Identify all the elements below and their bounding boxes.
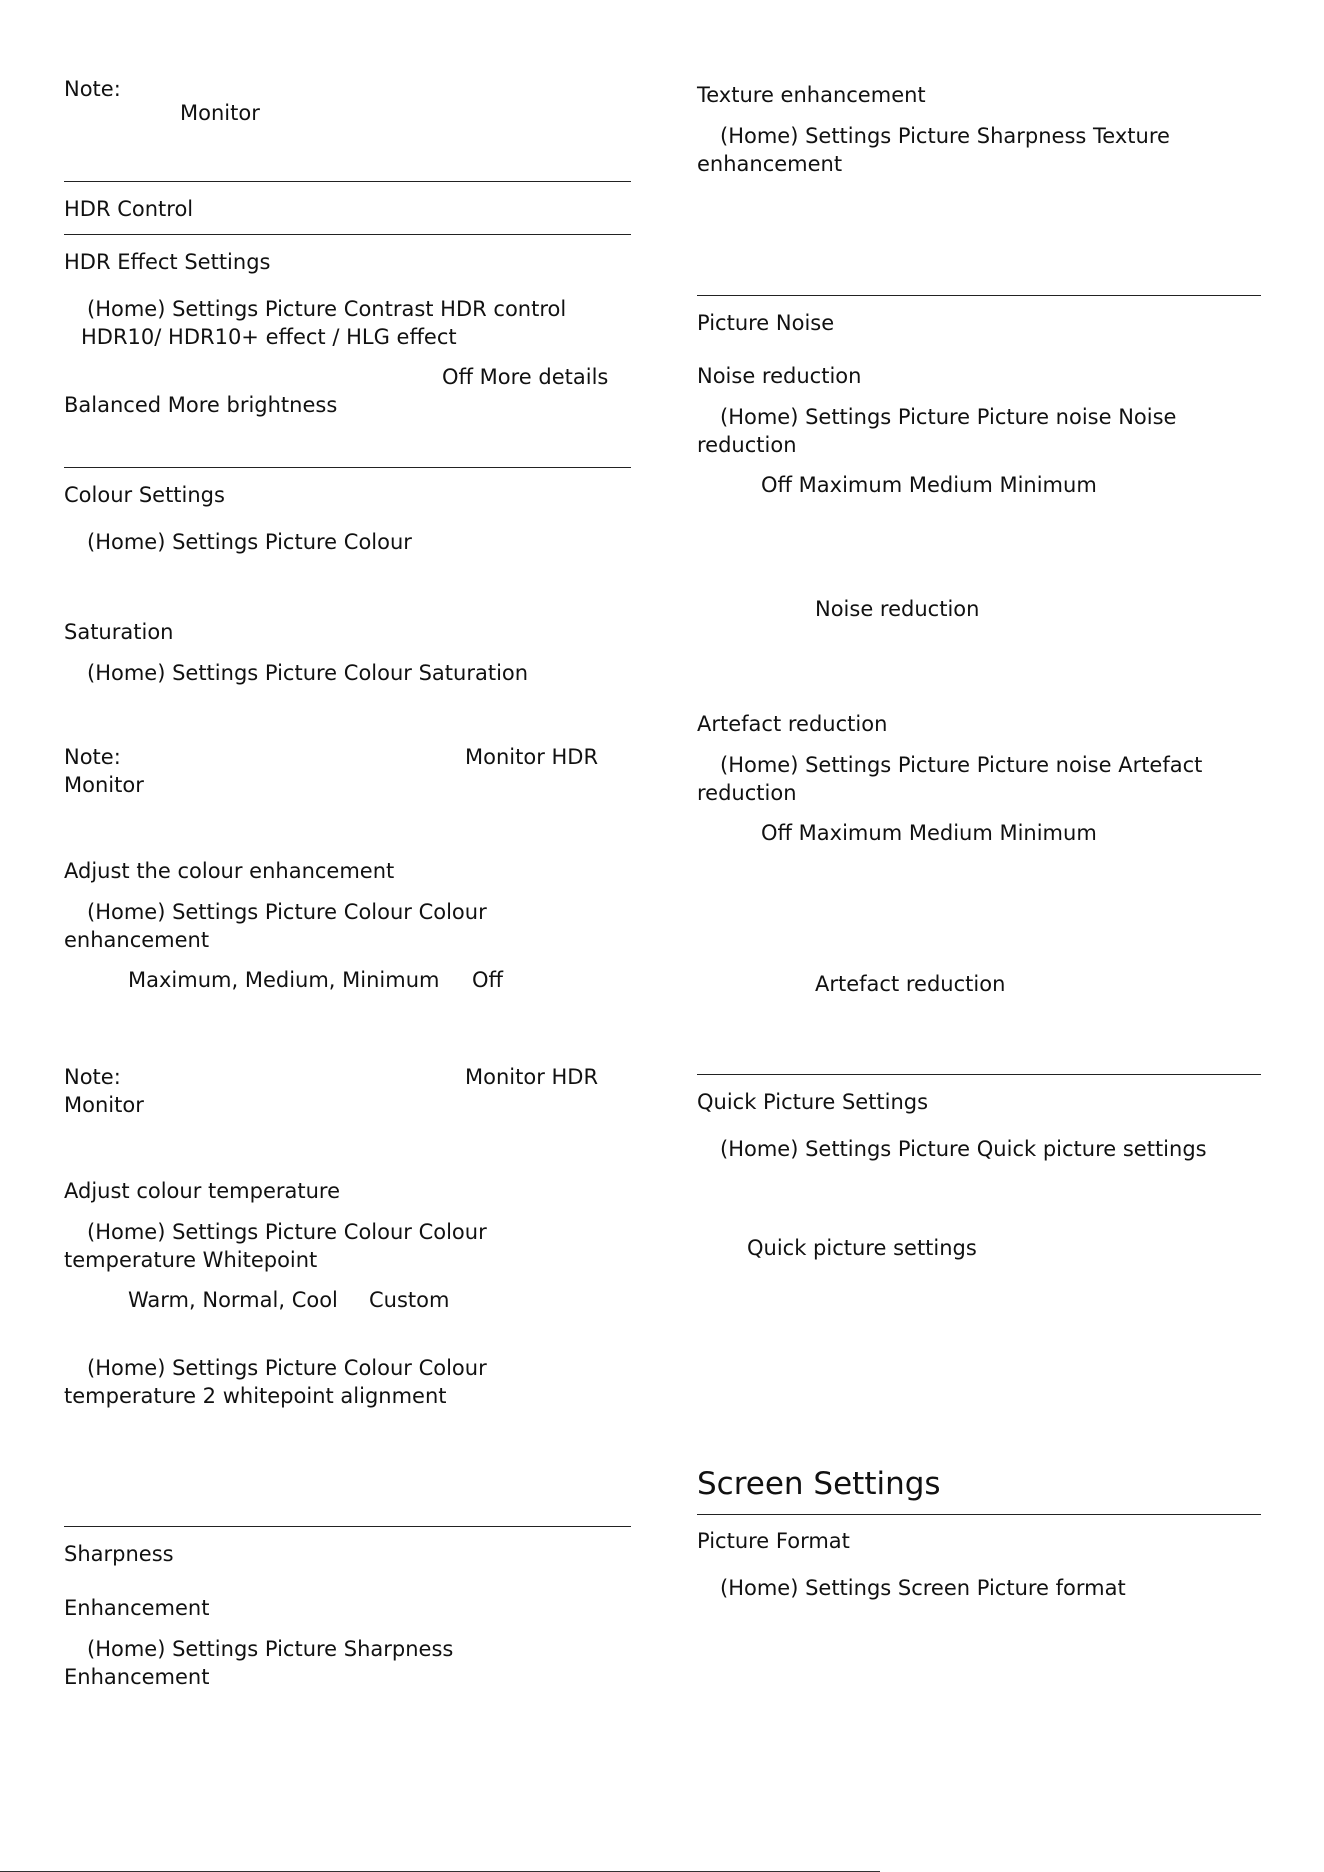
menu-path: (Home) Settings Picture Sharpness (87, 1637, 454, 1661)
note-text-continued: Monitor (64, 1093, 144, 1117)
option-list: Off Maximum Medium Minimum (761, 473, 1097, 497)
menu-path: (Home) Settings Screen Picture format (720, 1576, 1126, 1600)
setting-reference: Noise reduction (815, 597, 980, 621)
subsection-title-hdr-effect: HDR Effect Settings (64, 250, 271, 274)
menu-path-continued: temperature Whitepoint (64, 1248, 318, 1272)
menu-path: (Home) Settings Picture Colour Colour (87, 1356, 487, 1380)
menu-path-continued: reduction (697, 781, 797, 805)
note-text: Monitor HDR (465, 1065, 599, 1089)
section-divider (697, 295, 1261, 296)
menu-path: (Home) Settings Picture Contrast HDR control (87, 297, 567, 321)
setting-reference: Artefact reduction (815, 972, 1006, 996)
option-list: Warm, Normal, Cool (128, 1288, 338, 1312)
option-list: Maximum, Medium, Minimum (128, 968, 440, 992)
note-label: Note: (64, 77, 121, 101)
section-divider (64, 1526, 631, 1527)
option-list: Off More details (442, 365, 609, 389)
menu-path-continued: enhancement (697, 152, 843, 176)
subsection-title-noise-reduction: Noise reduction (697, 364, 862, 388)
menu-path-continued: temperature 2 whitepoint alignment (64, 1384, 447, 1408)
section-title-quick-picture-settings: Quick Picture Settings (697, 1090, 929, 1114)
menu-path: (Home) Settings Picture Colour (87, 530, 412, 554)
note-label: Note: (64, 1065, 121, 1089)
section-title-colour-settings: Colour Settings (64, 483, 225, 507)
menu-path: (Home) Settings Picture Colour Saturation (87, 661, 529, 685)
menu-path-continued: enhancement (64, 928, 210, 952)
section-divider (64, 467, 631, 468)
menu-path-continued: Enhancement (64, 1665, 210, 1689)
section-divider (697, 1514, 1261, 1515)
option-list: Off Maximum Medium Minimum (761, 821, 1097, 845)
note-label: Note: (64, 745, 121, 769)
section-title-hdr-control: HDR Control (64, 197, 194, 221)
menu-path-continued: HDR10/ HDR10+ effect / HLG effect (81, 325, 457, 349)
note-text: Monitor (180, 101, 260, 125)
section-title-picture-noise: Picture Noise (697, 311, 835, 335)
subsection-title-colour-temperature: Adjust colour temperature (64, 1179, 341, 1203)
section-divider (64, 181, 631, 182)
subsection-title-artefact-reduction: Artefact reduction (697, 712, 888, 736)
section-divider (697, 1074, 1261, 1075)
menu-path-continued: reduction (697, 433, 797, 457)
subsection-title-texture-enhancement: Texture enhancement (697, 83, 926, 107)
section-divider (64, 234, 631, 235)
subsection-title-saturation: Saturation (64, 620, 174, 644)
menu-path: (Home) Settings Picture Sharpness Texture (720, 124, 1170, 148)
section-title-sharpness: Sharpness (64, 1542, 174, 1566)
note-text: Monitor HDR (465, 745, 599, 769)
setting-reference: Quick picture settings (747, 1236, 977, 1260)
section-title-picture-format: Picture Format (697, 1529, 850, 1553)
menu-path: (Home) Settings Picture Quick picture settings (720, 1137, 1207, 1161)
subsection-title-enhancement: Enhancement (64, 1596, 210, 1620)
option-list: Balanced More brightness (64, 393, 338, 417)
note-text-continued: Monitor (64, 773, 144, 797)
subsection-title-colour-enhancement: Adjust the colour enhancement (64, 859, 395, 883)
option-list: Custom (369, 1288, 450, 1312)
menu-path: (Home) Settings Picture Colour Colour (87, 900, 487, 924)
menu-path: (Home) Settings Picture Picture noise Artefact (720, 753, 1203, 777)
option-list: Off (472, 968, 503, 992)
menu-path: (Home) Settings Picture Picture noise Noise (720, 405, 1177, 429)
menu-path: (Home) Settings Picture Colour Colour (87, 1220, 487, 1244)
chapter-title-screen-settings: Screen Settings (697, 1466, 941, 1502)
